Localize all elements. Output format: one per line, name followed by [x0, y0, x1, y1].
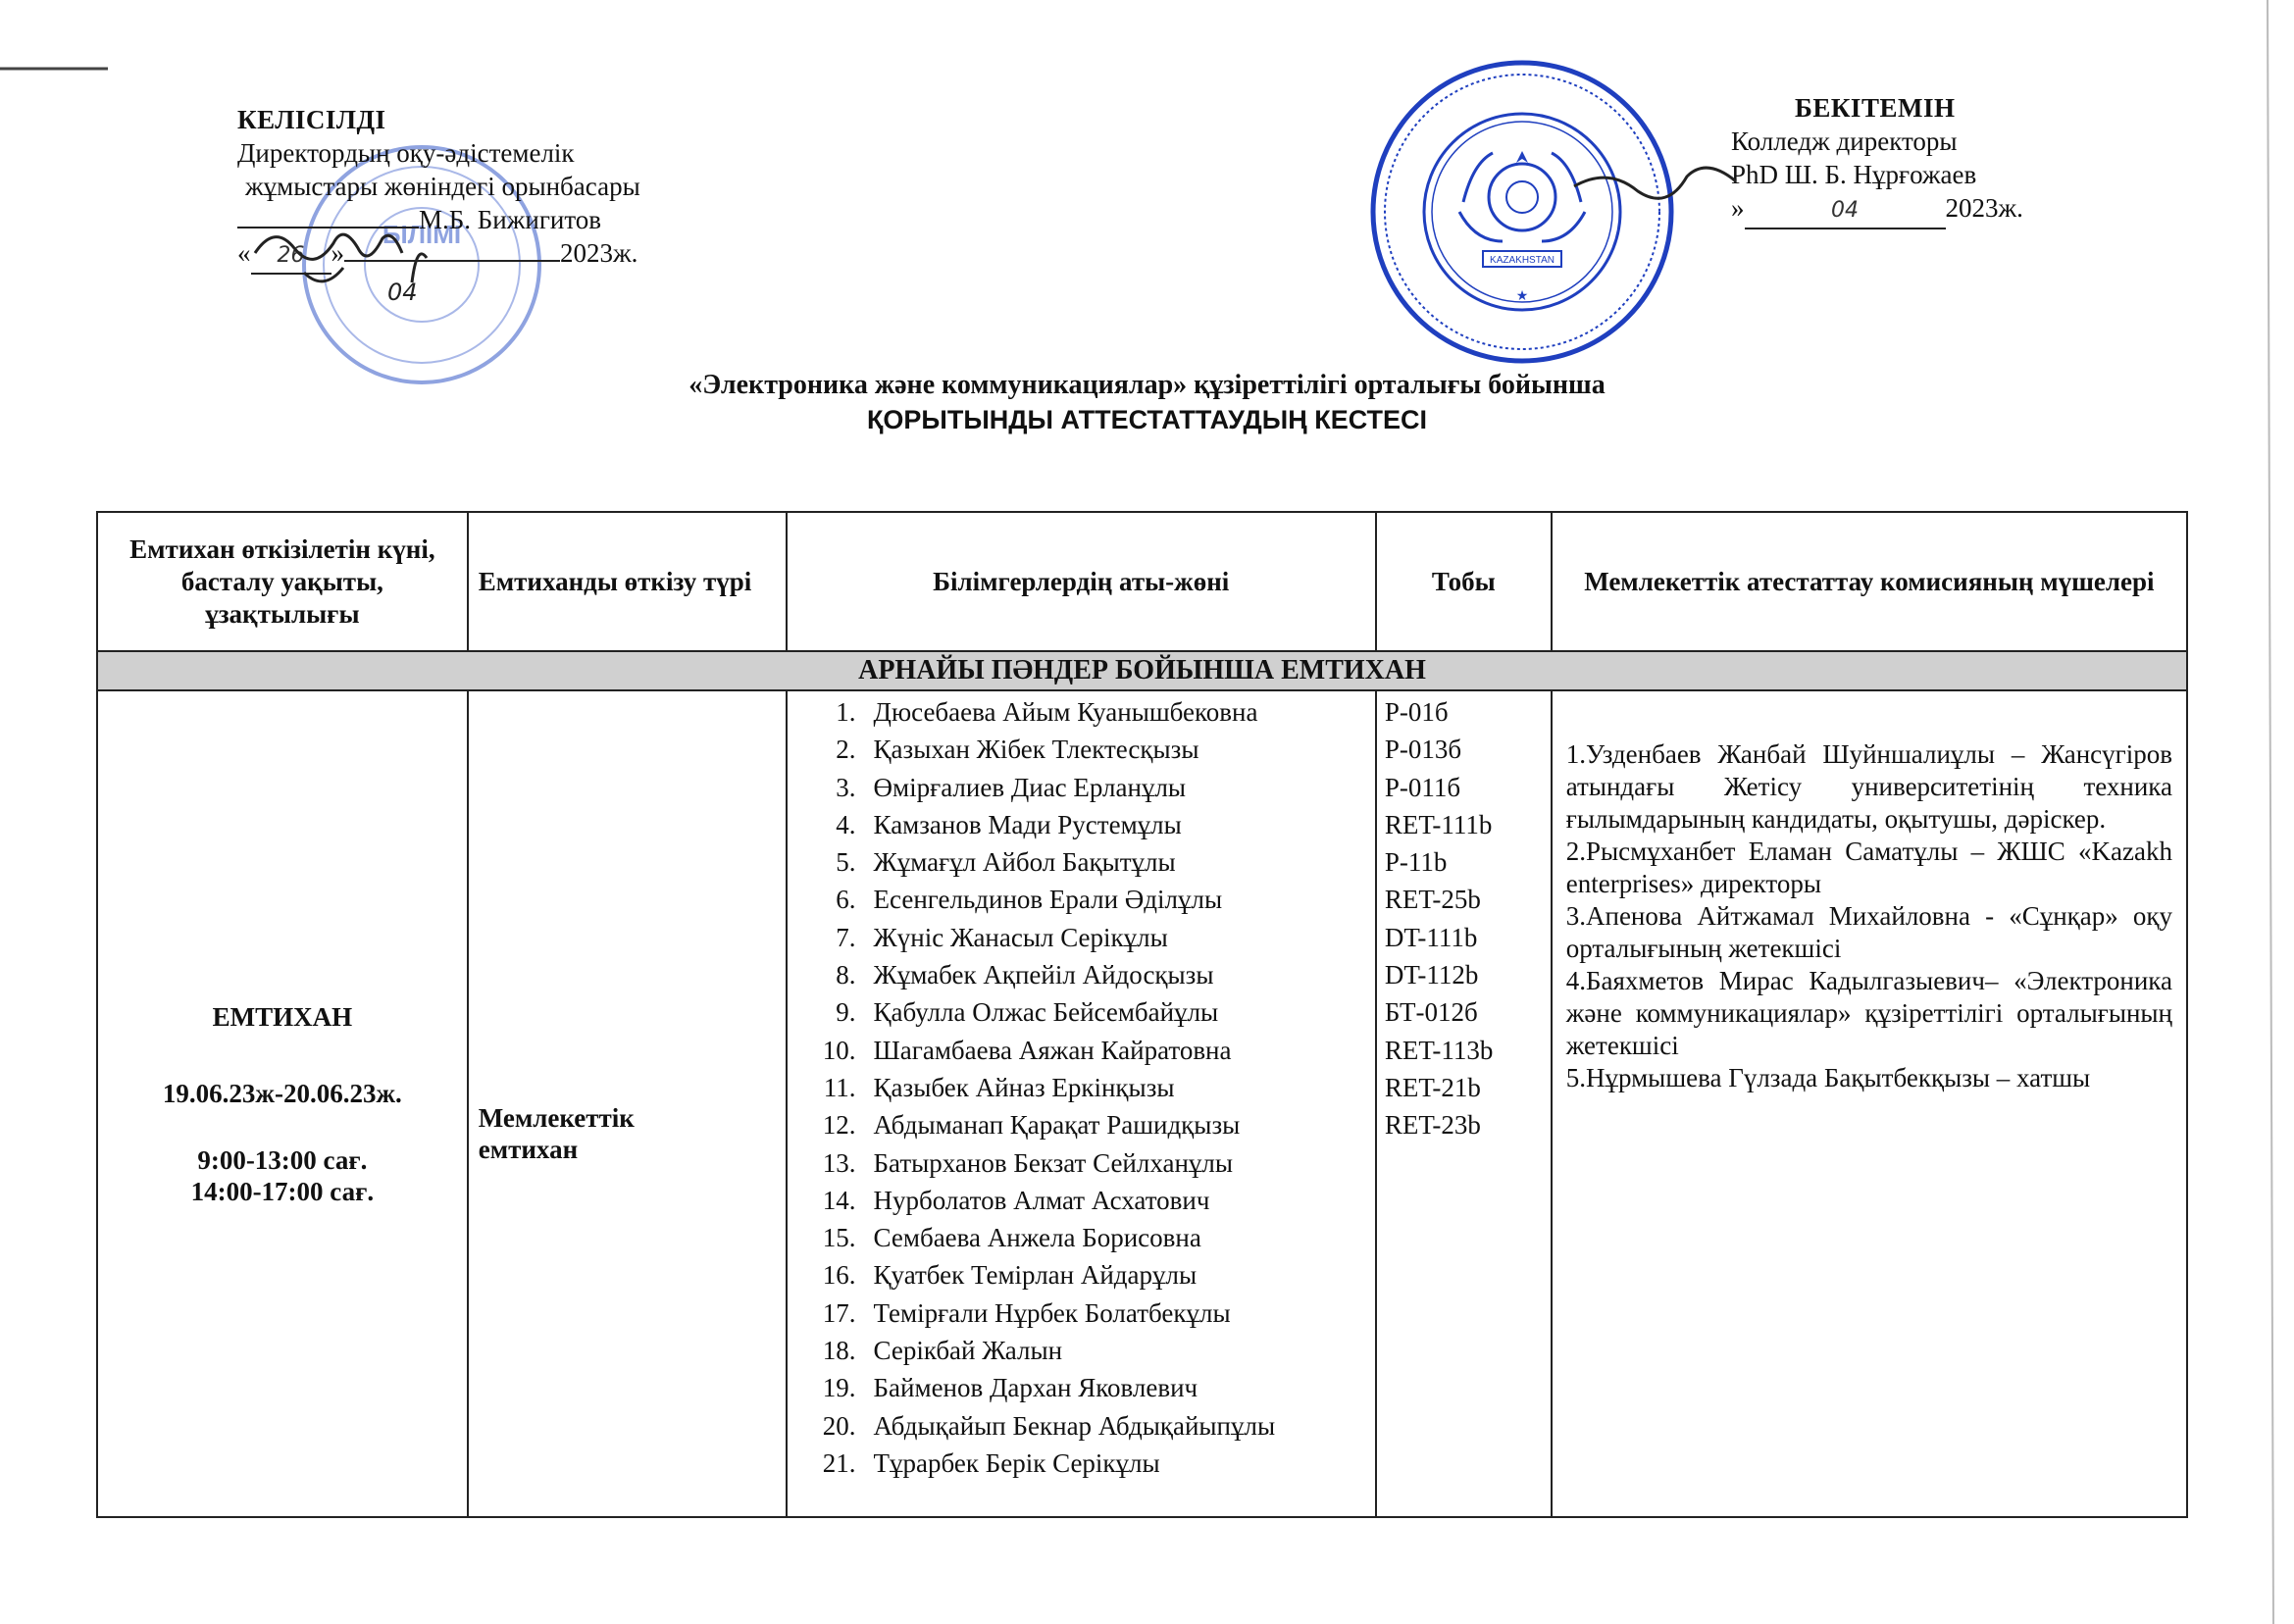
student-item — [801, 1407, 1375, 1445]
student-name: Жұмағұл Айбол Бақытұлы — [873, 847, 1176, 878]
exam-type-cell — [468, 690, 787, 1517]
student-number: 14. — [822, 1185, 856, 1215]
group-code: Р-011б — [1384, 772, 1461, 802]
student-item — [801, 1445, 1375, 1482]
student-name: Дюсебаева Айым Куанышбековна — [873, 697, 1258, 727]
student-item — [801, 1219, 1375, 1256]
student-name: Тұрарбек Берік Серікұлы — [873, 1447, 1160, 1478]
commission-list — [1566, 738, 2172, 1094]
agreed-heading: КЕЛІСІЛДІ — [237, 105, 386, 134]
student-name: Абдыманап Қарақат Рашидқызы — [873, 1110, 1241, 1141]
student-name: Жүніс Жанасыл Серікұлы — [873, 922, 1168, 952]
student-number: 3. — [836, 772, 856, 802]
schedule-table — [96, 511, 2188, 1518]
header-commission: Мемлекеттік атестаттау комисияның мүшелері — [1552, 512, 2187, 651]
commission-member: 3.Апенова Айтжамал Михайловна - «Сұнқар» оқу орталығының жетекшісі — [1565, 901, 2172, 963]
commission-member: 4.Баяхметов Мирас Кадылгазыевич– «Электроника және коммуникациялар» құзіреттілігі орталығының жетекшісі — [1565, 966, 2172, 1060]
group-code: P-11b — [1384, 847, 1448, 878]
approved-position: Колледж директоры — [1731, 127, 1958, 156]
student-number: 4. — [836, 809, 856, 839]
student-item — [801, 919, 1375, 956]
group-code: DT-111b — [1384, 922, 1478, 952]
student-number: 11. — [823, 1072, 856, 1102]
student-number: 7. — [836, 922, 856, 952]
student-number: 13. — [822, 1147, 856, 1178]
group-code: DT-112b — [1384, 960, 1479, 990]
student-number: 12. — [822, 1110, 856, 1141]
student-name: Жұмабек Ақпейіл Айдосқызы — [873, 960, 1214, 990]
svg-text:04: 04 — [387, 279, 418, 302]
student-name: Батырханов Бекзат Сейлханұлы — [873, 1147, 1234, 1178]
director-signature — [1569, 147, 1746, 226]
student-number: 6. — [836, 885, 856, 915]
students-cell — [787, 690, 1376, 1517]
student-number: 16. — [822, 1260, 856, 1291]
group-code: RET-111b — [1384, 809, 1493, 839]
student-item — [801, 1069, 1375, 1106]
agreed-date-year: 2023ж. — [560, 238, 638, 268]
section-row — [97, 651, 2187, 690]
student-item — [801, 1332, 1375, 1369]
approved-heading: БЕКІТЕМІН — [1795, 93, 1956, 123]
table-row — [97, 690, 2187, 1517]
groups-cell — [1376, 690, 1552, 1517]
student-number: 15. — [822, 1223, 856, 1253]
student-item — [801, 731, 1375, 768]
group-code: БТ-012б — [1384, 997, 1478, 1028]
exam-schedule-cell — [97, 690, 468, 1517]
student-number: 20. — [822, 1410, 856, 1441]
group-code: Р-013б — [1384, 735, 1462, 765]
approved-block: БЕКІТЕМІН Колледж директоры PhD Ш. Б. Нұрғожаев » 04 2023ж. — [1731, 91, 2023, 229]
student-name: Камзанов Мади Рустемұлы — [873, 809, 1182, 839]
student-name: Сембаева Анжела Борисовна — [873, 1223, 1201, 1253]
student-item — [801, 843, 1375, 881]
exam-time-morning: 9:00-13:00 сағ. — [197, 1144, 368, 1175]
student-list — [788, 691, 1375, 1482]
student-name: Нурболатов Алмат Асхатович — [873, 1185, 1210, 1215]
header-students: Білімгерлердің аты-жөні — [787, 512, 1376, 651]
svg-text:★: ★ — [1515, 287, 1529, 303]
exam-label: ЕМТИХАН — [212, 1001, 353, 1032]
student-item — [801, 993, 1375, 1031]
doc-title: ҚОРЫТЫНДЫ АТТЕСТАТТАУДЫҢ КЕСТЕСІ — [866, 405, 1428, 434]
student-item — [801, 806, 1375, 843]
header-exam-type: Емтиханды өткізу түрі — [468, 512, 787, 651]
student-number: 10. — [822, 1035, 856, 1065]
student-item — [801, 769, 1375, 806]
group-code: RET-113b — [1384, 1035, 1494, 1065]
student-name: Қазыбек Айназ Еркінқызы — [873, 1072, 1175, 1102]
student-name: Шагамбаева Аяжан Кайратовна — [873, 1035, 1232, 1065]
agreed-block: КЕЛІСІЛДІ Директордың оқу-әдістемелік жұмыстары жөніндегі орынбасары М.Б. Бижигитов « 26 » 2023ж. — [237, 103, 640, 275]
exam-dates: 19.06.23ж-20.06.23ж. — [162, 1078, 402, 1108]
student-name: Темірғали Нұрбек Болатбекұлы — [873, 1297, 1231, 1328]
student-number: 1. — [836, 697, 856, 727]
student-item — [801, 1032, 1375, 1069]
group-code: RET-23b — [1384, 1110, 1481, 1141]
student-item — [801, 881, 1375, 918]
student-number: 17. — [822, 1297, 856, 1328]
student-item — [801, 1144, 1375, 1182]
student-item — [801, 693, 1375, 731]
student-item — [801, 956, 1375, 993]
agreed-name: М.Б. Бижигитов — [419, 205, 602, 234]
agreed-position-line1: Директордың оқу-әдістемелік — [237, 138, 575, 168]
student-number: 21. — [822, 1447, 856, 1478]
student-name: Қазыхан Жібек Тлектесқызы — [873, 735, 1199, 765]
student-item — [801, 1369, 1375, 1406]
student-item — [801, 1106, 1375, 1143]
seal-text: KAZAKHSTAN — [1490, 255, 1555, 266]
student-number: 8. — [836, 960, 856, 990]
group-code: Р-01б — [1384, 697, 1449, 727]
stamp-text: БІЛІМІ — [382, 220, 462, 249]
student-item — [801, 1182, 1375, 1219]
student-number: 19. — [822, 1373, 856, 1403]
header-group: Тобы — [1376, 512, 1552, 651]
commission-cell — [1552, 690, 2187, 1517]
student-item — [801, 1256, 1375, 1294]
table-header-row — [97, 512, 2187, 651]
exam-time-afternoon: 14:00-17:00 сағ. — [190, 1176, 375, 1206]
student-number: 18. — [822, 1336, 856, 1366]
header-exam-date: Емтихан өткізілетін күні, басталу уақыты, ұзақтылығы — [97, 512, 468, 651]
commission-member: 5.Нұрмышева Гүлзада Бақытбекқызы – хатшы — [1565, 1063, 2091, 1092]
exam-type: Мемлекеттік емтихан — [478, 1102, 635, 1164]
student-item — [801, 1294, 1375, 1332]
student-name: Есенгельдинов Ерали Әділұлы — [873, 885, 1223, 915]
student-number: 5. — [836, 847, 856, 878]
student-name: Қабулла Олжас Бейсембайұлы — [873, 997, 1219, 1028]
deputy-signature — [245, 214, 441, 302]
section-title: АРНАЙЫ ПӘНДЕР БОЙЫНША ЕМТИХАН — [97, 651, 2187, 690]
student-name: Өмірғалиев Диас Ерланұлы — [873, 772, 1187, 802]
student-name: Абдықайып Бекнар Абдықайыпұлы — [873, 1410, 1276, 1441]
group-code: RET-21b — [1384, 1072, 1481, 1102]
approved-name: PhD Ш. Б. Нұрғожаев — [1731, 160, 1977, 189]
student-number: 9. — [836, 997, 856, 1028]
student-name: Серікбай Жалын — [873, 1336, 1063, 1366]
student-name: Байменов Дархан Яковлевич — [873, 1373, 1198, 1403]
agreed-position-line2: жұмыстары жөніндегі орынбасары — [245, 172, 640, 201]
agreed-date-day: 26 — [251, 239, 331, 275]
student-number: 2. — [836, 735, 856, 765]
commission-member: 2.Рысмұханбет Еламан Саматұлы – ЖШС «Kazakh enterprises» директоры — [1565, 837, 2172, 898]
commission-member: 1.Узденбаев Жанбай Шуйншалиұлы – Жансүгіров атындағы Жетісу университетінің техника ғылымдарының кандидаты, оқытушы, дәріскер. — [1565, 739, 2172, 834]
group-code: RET-25b — [1384, 885, 1481, 915]
group-list — [1385, 693, 1547, 1144]
student-name: Қуатбек Темірлан Айдарұлы — [873, 1260, 1198, 1291]
doc-subtitle: «Электроника және коммуникациялар» құзіреттілігі орталығы бойынша — [688, 370, 1606, 400]
approved-date-year: 2023ж. — [1945, 193, 2023, 223]
